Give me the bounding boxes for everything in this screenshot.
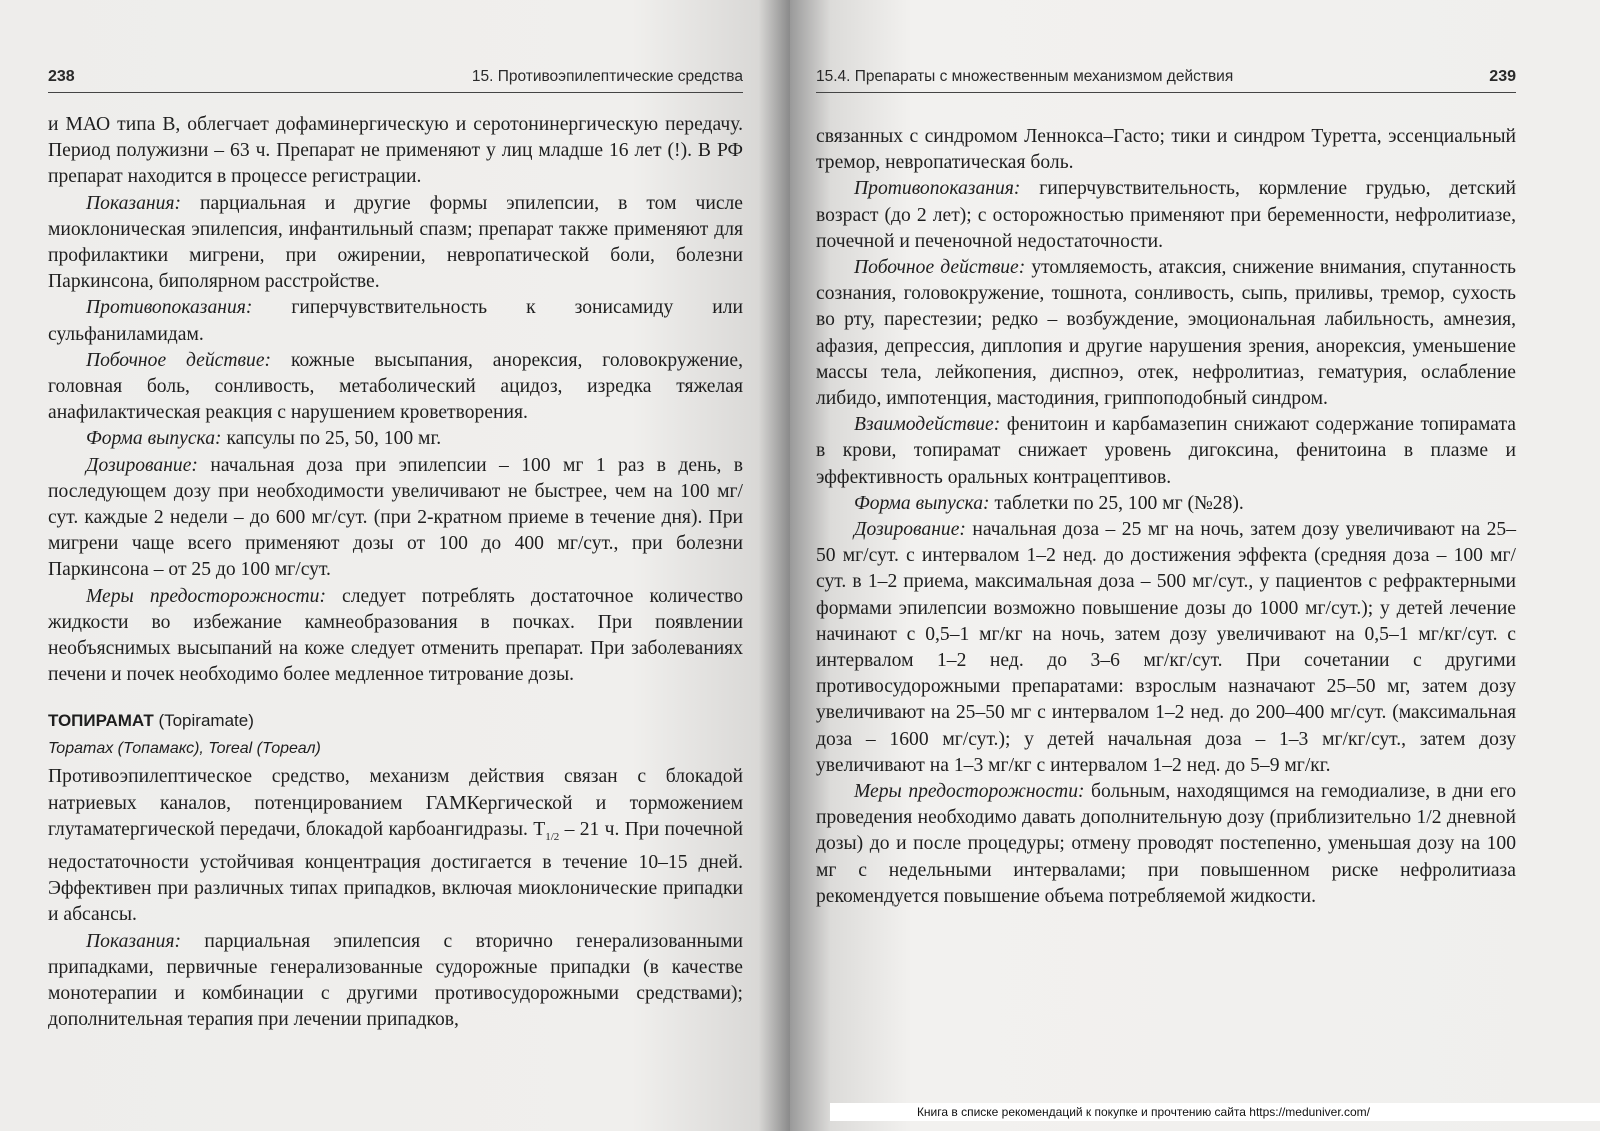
section-label: Форма выпуска: (86, 428, 222, 450)
section-label: Противопоказания: (86, 297, 253, 319)
section-label: Форма выпуска: (854, 492, 990, 514)
left-page-body (48, 112, 743, 1033)
left-page-header (48, 66, 743, 93)
left-page-number: 238 (48, 68, 75, 85)
paragraph: Взаимодействие: фенитоин и карбамазепин снижают содержание топирамата в крови, топирамат снижает уровень дигоксина, фенитоина в плазме и эффективность оральных контрацептивов. (816, 414, 1516, 488)
section-label: Показания: (86, 930, 182, 952)
paragraph: Форма выпуска: капсулы по 25, 50, 100 мг. (86, 428, 442, 450)
section-label: Побочное действие: (86, 349, 272, 371)
trade-names: Topamax (Топамакс), Toreal (Тореал) (48, 740, 321, 758)
section-label: Дозирование: (86, 454, 198, 476)
paragraph: Противопоказания: гиперчувствительность, кормление грудью, детский возраст (до 2 лет); с осторожностью применяют при беременности, нефролитиазе, почечной и печеночной недостаточности. (816, 178, 1516, 252)
right-page-number: 239 (1489, 68, 1516, 85)
right-page-header (816, 66, 1516, 93)
section-label: Побочное действие: (854, 257, 1026, 279)
left-page (0, 0, 790, 1131)
drug-name: ТОПИРАМАТ (48, 711, 154, 731)
paragraph: связанных с синдромом Леннокса–Гасто; тики и синдром Туретта, эссенциальный тремор, невропатическая боль. (816, 126, 1516, 174)
section-label: Противопоказания: (854, 178, 1021, 200)
paragraph: Противопоказания: гиперчувствительность к зонисамиду или сульфаниламидам. (48, 297, 743, 345)
section-label: Дозирование: (854, 519, 966, 541)
paragraph: Форма выпуска: таблетки по 25, 100 мг (№28). (854, 492, 1244, 514)
paragraph: Меры предосторожности: следует потреблять достаточное количество жидкости во избежание камнеобразования в почках. При появлении необъяснимых высыпаний на коже следует отменить препарат. При заболеваниях печени и почек необходимо более медленное титрование дозы. (48, 585, 743, 686)
paragraph: Побочное действие: кожные высыпания, анорексия, головокружение, головная боль, сонливость, метаболический ацидоз, изредка тяжелая анафилактическая реакция с нарушением кроветворения. (48, 349, 743, 424)
drug-heading (48, 708, 743, 734)
right-page (790, 0, 1600, 1131)
right-running-title: 15.4. Препараты с множественным механизмом действия (816, 68, 1234, 85)
right-page-body (816, 124, 1516, 910)
paragraph: Меры предосторожности: больным, находящимся на гемодиализе, в дни его проведения необходимо давать дополнительную дозу (приблизительно 1/2 дневной дозы) до и после процедуры; отмену проводят постепенно, уменьшая дозу на 100 мг с недельными интервалами; при повышенном риске нефролитиаза рекомендуется повышение объема потребляемой жидкости. (816, 781, 1516, 907)
paragraph: Дозирование: начальная доза при эпилепсии – 100 мг 1 раз в день, в последующем дозу при необходимости увеличивают не быстрее, чем на 100 мг/сут. каждые 2 недели – до 600 мг/сут. (при 2-кратном приеме в течение дня). При мигрени чаще всего применяют дозы от 100 до 400 мг/сут., при болезни Паркинсона – от 25 до 100 мг/сут. (48, 454, 743, 581)
paragraph: Дозирование: начальная доза – 25 мг на ночь, затем дозу увеличивают на 25–50 мг/сут. с интервалом 1–2 нед. до достижения эффекта (средняя доза – 100 мг/сут. в 1–2 приема, максимальная доза – 500 мг/сут., у пациентов с рефрактерными формами эпилепсии возможно повышение дозы до 1000 мг/сут.); у детей лечение начинают с 0,5–1 мг/кг на ночь, затем дозу увеличивают на 0,5–1 мг/кг/сут. с интервалом 1–2 нед. до 3–6 мг/кг/сут. При сочетании с другими противосудорожными препаратами: взрослым назначают 25–50 мг, затем дозу увеличивают на 25–50 мг с интервалом 1–2 нед. до 200–400 мг/сут. (максимальная доза – 1600 мг/сут.); у детей начальная доза – 1–3 мг/кг/сут., затем дозу увеличивают на 1–3 мг/кг с интервалом 1–2 нед. до 5–9 мг/кг. (816, 519, 1516, 776)
paragraph: Показания: парциальная эпилепсия с вторично генерализованными припадками, первичные генерализованные судорожные припадки (в качестве монотерапии и комбинации с другими противосудорожными средствами); дополнительная терапия при лечении припадков, (48, 930, 743, 1031)
subscript: 1/2 (545, 830, 560, 843)
paragraph: Побочное действие: утомляемость, атаксия, снижение внимания, спутанность сознания, головокружение, тошнота, сонливость, сыпь, приливы, тремор, сухость во рту, парестезии; редко – возбуждение, эмоциональная лабильность, амнезия, афазия, депрессия, диплопия и другие нарушения зрения, анорексия, уменьшение массы тела, лейкопения, диспноэ, отек, нефролитиаз, гематурия, ослабление либидо, импотенция, мастодиния, гриппоподобный синдром. (816, 257, 1516, 410)
site-footer-note: Книга в списке рекомендаций к покупке и прочтению сайта https://meduniver.com/ (830, 1103, 1600, 1121)
left-running-title: 15. Противоэпилептические средства (471, 68, 743, 85)
section-label: Взаимодействие: (854, 414, 1001, 436)
section-label: Меры предосторожности: (854, 781, 1085, 803)
paragraph: Показания: парциальная и другие формы эпилепсии, в том числе миоклоническая эпилепсия, инфантильный спазм; препарат также применяют для профилактики мигрени, при ожирении, невропатической боли, болезни Паркинсона, биполярном расстройстве. (48, 192, 743, 293)
paragraph: Противоэпилептическое средство, механизм действия связан с блокадой натриевых каналов, потенцированием ГАМКергической и торможением глутаматергической передачи, блокадой карбоангидразы. $Т_{1/2} - 21$ ч. При почечной недостаточности устойчивая концентрация достигается в течение 10–15 дней. Эффективен при различных типах припадков, включая миоклонические припадки и абсансы. (48, 766, 743, 926)
section-label: Показания: (86, 192, 182, 214)
paragraph: и МАО типа В, облегчает дофаминергическую и серотонинергическую передачу. Период полужизни – 63 ч. Препарат не применяют у лиц младше 16 лет (!). В РФ препарат находится в процессе регистрации. (48, 114, 743, 188)
drug-latin-name: (Topiramate) (153, 711, 254, 731)
section-label: Меры предосторожности: (86, 585, 326, 607)
